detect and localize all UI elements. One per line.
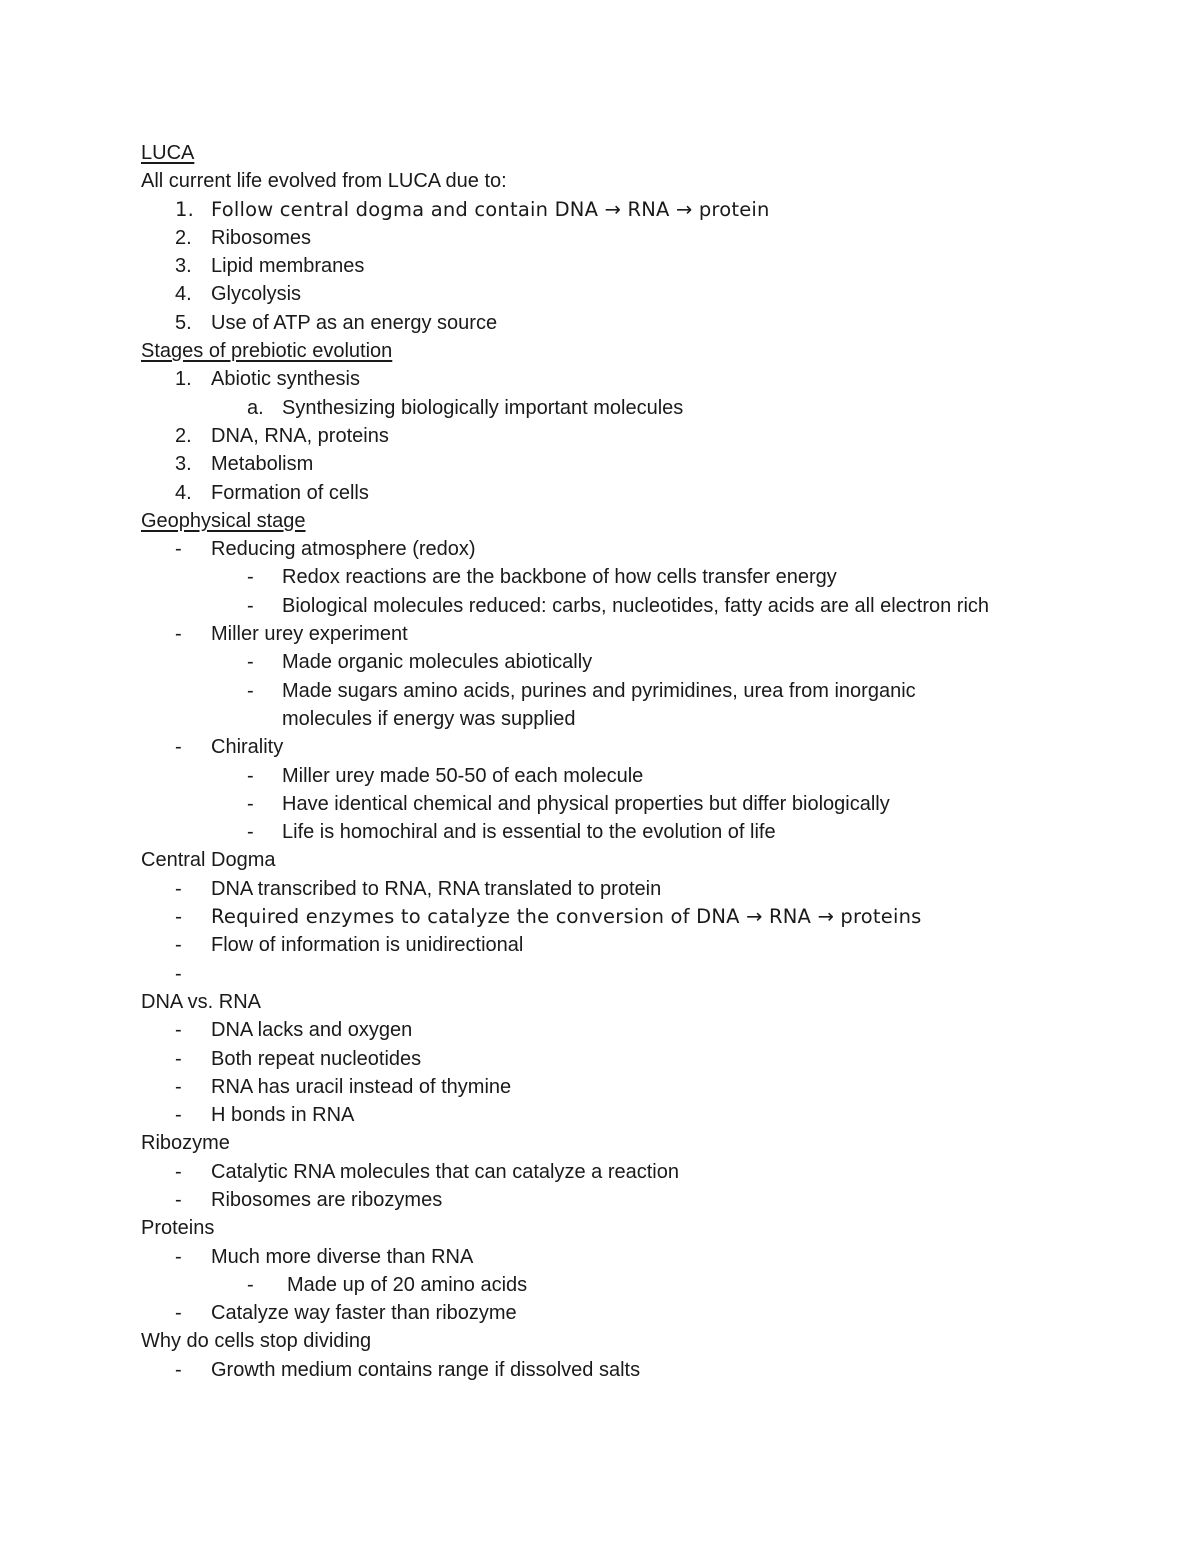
list-item: - Biological molecules reduced: carbs, nucleotides, fatty acids are all electron rich [247,594,990,617]
list-item: 2. DNA, RNA, proteins [175,424,389,447]
section-heading-dna-vs-rna: DNA vs. RNA [141,990,262,1013]
list-item-empty: - [175,962,182,985]
section-heading-ribozyme: Ribozyme [141,1132,230,1155]
list-item: 1. Abiotic synthesis [175,368,360,391]
list-item: - Reducing atmosphere (redox) [175,538,476,561]
document-body [141,139,1151,1384]
list-item: 5. Use of ATP as an energy source [175,311,498,334]
list-item: - Catalytic RNA molecules that can catalyze a reaction [175,1160,679,1183]
list-item: 4. Formation of cells [175,481,369,504]
list-item: - Life is homochiral and is essential to the evolution of life [247,821,776,844]
list-item: - Flow of information is unidirectional [175,934,524,957]
list-item: - Miller urey made 50-50 of each molecule [247,764,644,787]
list-item: - Ribosomes are ribozymes [175,1188,443,1211]
section-heading-proteins: Proteins [141,1217,215,1240]
list-item: - Catalyze way faster than ribozyme [175,1302,517,1325]
list-item: 4. Glycolysis [175,283,302,306]
list-item: 3. Lipid membranes [175,255,365,278]
list-item-continuation: molecules if energy was supplied [282,707,576,730]
list-item: - Chirality [175,736,284,759]
section-heading-central-dogma: Central Dogma [141,849,276,872]
list-item: - Growth medium contains range if dissolved salts [175,1358,641,1381]
luca-intro: All current life evolved from LUCA due to: [141,170,507,193]
list-item: 2. Ribosomes [175,226,312,249]
list-item: - Made sugars amino acids, purines and pyrimidines, urea from inorganic [247,679,916,702]
list-item: - Required enzymes to catalyze the conversion of DNA → RNA → proteins [175,905,922,929]
list-item: a. Synthesizing biologically important molecules [247,396,684,419]
list-item: - Much more diverse than RNA [175,1245,474,1268]
section-heading-stop-dividing: Why do cells stop dividing [141,1330,372,1353]
list-item: - Made up of 20 amino acids [247,1273,528,1296]
section-heading-stages: Stages of prebiotic evolution [141,340,393,363]
list-item: - DNA lacks and oxygen [175,1019,413,1042]
list-item: 3. Metabolism [175,453,314,476]
section-heading-luca: LUCA [141,142,195,164]
section-heading-geophysical: Geophysical stage [141,509,306,532]
list-item: - DNA transcribed to RNA, RNA translated to protein [175,877,662,900]
list-item: - Both repeat nucleotides [175,1047,422,1070]
list-item: 1. Follow central dogma and contain DNA → RNA → protein [175,197,770,221]
list-item: - Redox reactions are the backbone of how cells transfer energy [247,566,837,589]
list-item: - Have identical chemical and physical properties but differ biologically [247,792,890,815]
list-item: - Made organic molecules abiotically [247,651,593,674]
list-item: - Miller urey experiment [175,623,408,646]
list-item: - H bonds in RNA [175,1104,355,1127]
list-item: - RNA has uracil instead of thymine [175,1075,512,1098]
